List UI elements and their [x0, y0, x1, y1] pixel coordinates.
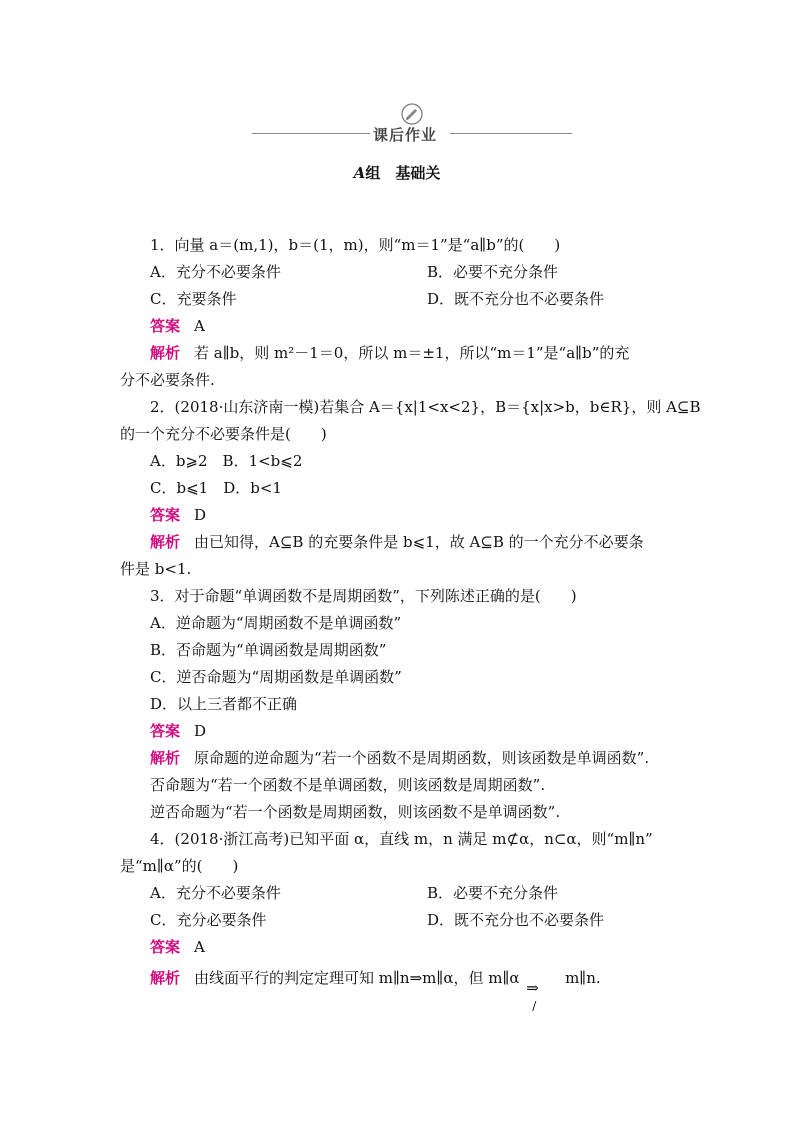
- q3-option-b: B．否命题为“单调函数是周期函数”: [150, 641, 387, 659]
- q2-options-row2: C．b⩽1 D．b<1: [150, 479, 282, 497]
- q3-analysis-line2: 否命题为“若一个函数不是单调函数，则该函数是周期函数”.: [150, 776, 546, 794]
- q1-analysis-line2: 分不必要条件.: [120, 371, 215, 389]
- q3-option-a: A．逆命题为“周期函数不是单调函数”: [150, 614, 402, 632]
- q1-options-row1: [120, 259, 680, 286]
- q4-stem-line1: 4．(2018·浙江高考)已知平面 α，直线 m，n 满足 m⊄α，n⊂α，则“m∥n”: [150, 830, 653, 848]
- q1-answer-value: A: [194, 317, 205, 335]
- q3-analysis: [120, 745, 680, 772]
- q1-answer: [120, 313, 680, 340]
- answer-label: 答案: [150, 938, 181, 956]
- q1-analysis-line1: 若 a∥b，则 m²－1＝0，所以 m＝±1，所以“m＝1”是“a∥b”的充: [194, 344, 630, 362]
- q3-stem: 3．对于命题“单调函数不是周期函数”，下列陈述正确的是( ): [150, 587, 577, 605]
- q2-answer-value: D: [194, 506, 207, 524]
- answer-label: 答案: [150, 722, 181, 740]
- q3-analysis-line3: 逆否命题为“若一个函数是周期函数，则该函数不是单调函数”.: [150, 803, 561, 821]
- answer-label: 答案: [150, 506, 181, 524]
- q4-answer: [120, 934, 680, 961]
- q2-analysis-line2: 件是 b<1.: [120, 560, 192, 578]
- q4-options-row1: [120, 880, 680, 907]
- group-text: 组 基础关: [365, 164, 441, 182]
- q3-analysis-line1: 原命题的逆命题为“若一个函数不是周期函数，则该函数是单调函数”.: [194, 749, 650, 767]
- q4-options-row2: [120, 907, 680, 934]
- q2-stem-line1: 2．(2018·山东济南一模)若集合 A＝{x|1<x<2}，B＝{x|x>b，b∈R}，则 A⊆B: [150, 398, 701, 416]
- q4-analysis: [120, 965, 680, 1013]
- header-rule-right: [450, 133, 572, 134]
- q1-stem: 1．向量 a＝(m,1)，b＝(1，m)，则“m＝1”是“a∥b”的( ): [150, 236, 561, 254]
- q2-options-row1: A．b⩾2 B．1<b⩽2: [150, 452, 303, 470]
- q3-option-c: C．逆否命题为“周期函数是单调函数”: [150, 668, 402, 686]
- q3-answer: [120, 718, 680, 745]
- q2-analysis-line1: 由已知得，A⊆B 的充要条件是 b⩽1，故 A⊆B 的一个充分不必要条: [194, 533, 644, 551]
- answer-label: 答案: [150, 317, 181, 335]
- group-letter: A: [353, 164, 366, 182]
- q1-option-a: A．充分不必要条件: [150, 263, 281, 281]
- q4-answer-value: A: [194, 938, 205, 956]
- section-header: [0, 100, 794, 150]
- questions: [120, 232, 701, 1013]
- header-rule-left: [252, 133, 370, 134]
- q4-analysis-part2: m∥n.: [565, 969, 601, 987]
- q4-analysis-part1: 由线面平行的判定定理可知 m∥n⇒m∥α，但 m∥α: [194, 969, 520, 987]
- q4-option-a: A．充分不必要条件: [150, 884, 281, 902]
- q1-option-b: B．必要不充分条件: [427, 263, 559, 281]
- section-title: 课后作业: [373, 126, 438, 144]
- q1-option-d: D．既不充分也不必要条件: [427, 290, 605, 308]
- q4-option-c: C．充分必要条件: [150, 911, 267, 929]
- q1-analysis: [120, 340, 680, 367]
- q4-option-d: D．既不充分也不必要条件: [427, 911, 605, 929]
- q3-answer-value: D: [194, 722, 207, 740]
- q2-analysis: [120, 529, 680, 556]
- q1-option-c: C．充要条件: [150, 290, 237, 308]
- analysis-label: 解析: [150, 344, 181, 362]
- group-title: [0, 162, 794, 183]
- pen-logo-icon: [400, 102, 424, 126]
- q2-stem-line2: 的一个充分不必要条件是( ): [120, 425, 327, 443]
- q4-stem-line2: 是“m∥α”的( ): [120, 857, 239, 875]
- q3-option-d: D．以上三者都不正确: [150, 695, 298, 713]
- q1-options-row2: [120, 286, 680, 313]
- analysis-label: 解析: [150, 749, 181, 767]
- implies-arrow: ⇒: [526, 979, 539, 997]
- analysis-label: 解析: [150, 969, 181, 987]
- q2-answer: [120, 502, 680, 529]
- negation-slash: /: [532, 999, 537, 1013]
- analysis-label: 解析: [150, 533, 181, 551]
- q4-option-b: B．必要不充分条件: [427, 884, 559, 902]
